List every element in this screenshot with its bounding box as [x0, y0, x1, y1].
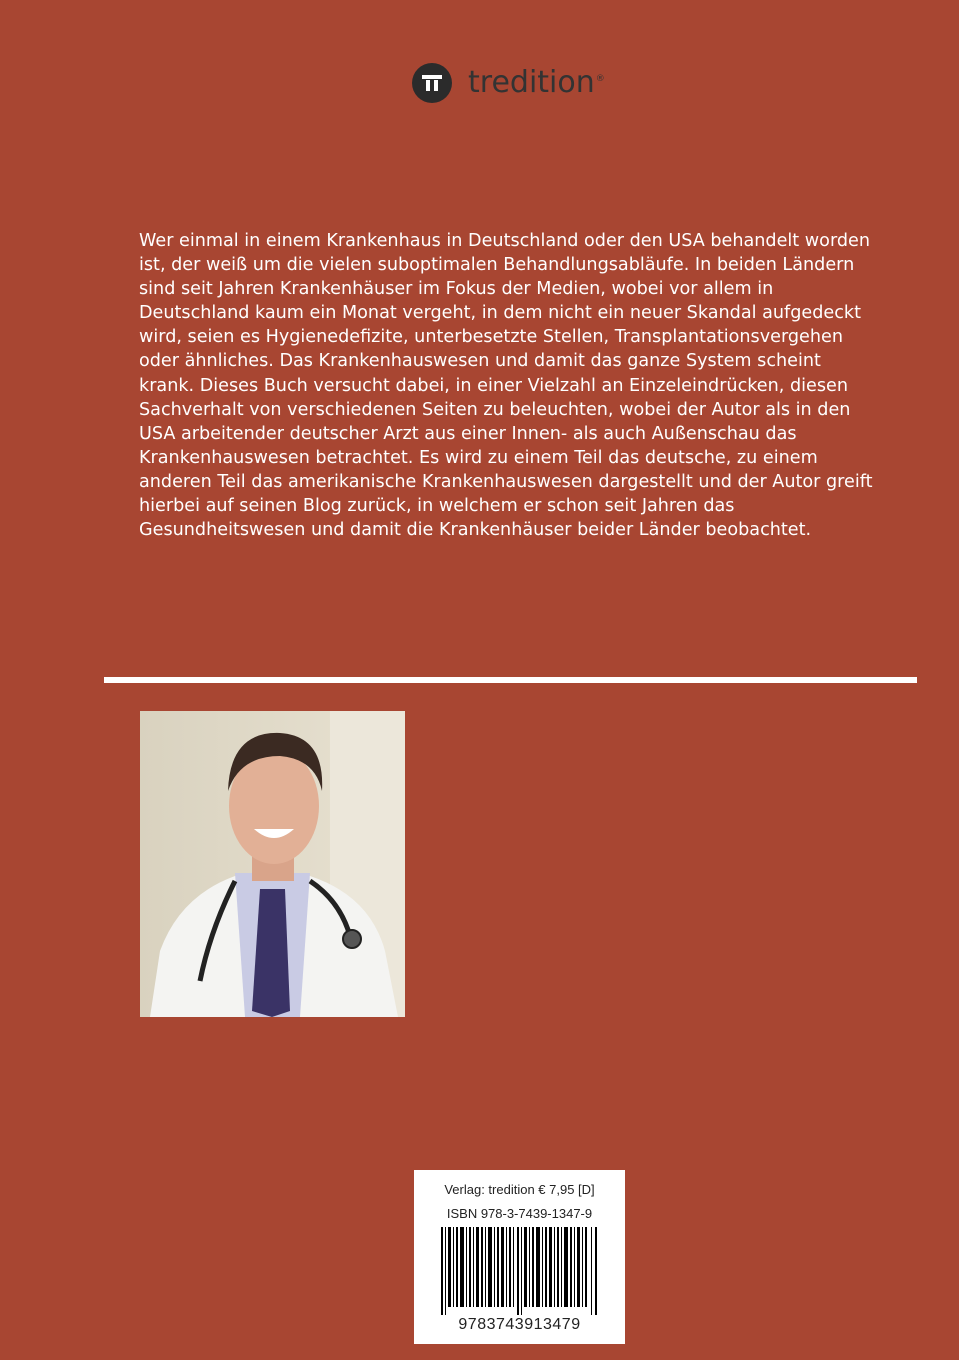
- isbn-line: ISBN 978-3-7439-1347-9: [446, 1206, 593, 1221]
- author-photo: [140, 711, 405, 1017]
- barcode: [441, 1227, 598, 1315]
- tredition-logo-icon: [412, 63, 452, 103]
- divider-line: [104, 677, 917, 683]
- logo-wordmark: tredition®: [468, 65, 605, 100]
- publisher-price-line: Verlag: tredition € 7,95 [D]: [444, 1182, 595, 1197]
- back-cover-blurb: Wer einmal in einem Krankenhaus in Deutschland oder den USA behandelt worden ist, der weiß um die vielen suboptimalen Behandlungsabläufe. In beiden Ländern sind seit Jahren Krankenhäuser im Fokus der Medien, wobei vor allem in Deutschland kaum ein Monat vergeht, in dem nicht ein neuer Skandal aufgedeckt wird, seien es Hygienedefizite, unterbesetzte Stellen, Transplantationsvergehen oder ähnliches. Das Krankenhauswesen und damit das ganze System scheint krank. Dieses Buch versucht dabei, in einer Vielzahl an Einzeleindrücken, diesen Sachverhalt von verschiedenen Seiten zu beleuchten, wobei der Autor als in den USA arbeitender deutscher Arzt aus einer Innen- als auch Außenschau das Krankenhauswesen betrachtet. Es wird zu einem Teil das deutsche, zu einem anderen Teil das amerikanische Krankenhauswesen dargestellt und der Autor greift hierbei auf seinen Blog zurück, in welchem er schon seit Jahren das Gesundheitswesen und damit die Krankenhäuser beider Länder beobachtet.: [139, 231, 873, 541]
- price-isbn-box: [414, 1170, 625, 1344]
- barcode-digits: 9783743913479: [458, 1316, 581, 1333]
- tredition-logo: [412, 62, 605, 104]
